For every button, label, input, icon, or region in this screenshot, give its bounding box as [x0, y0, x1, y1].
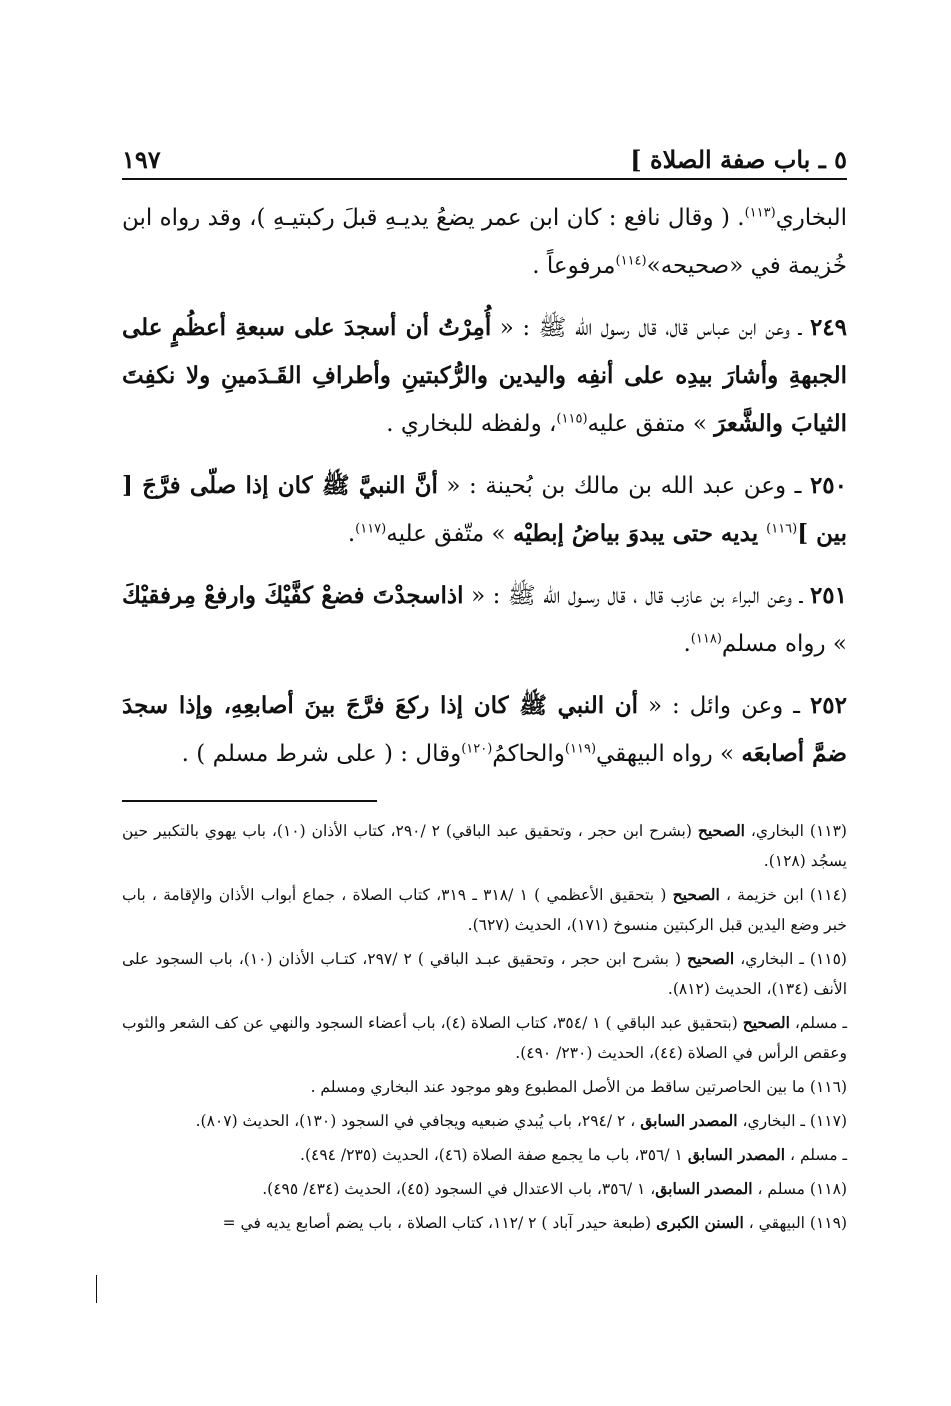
hadith-text: أنَّ النبيَّ ﷺ كان إذا صلّى فرَّجَ [ بين ]: [122, 472, 847, 547]
footnote-text: (١١٥) ـ البخاري،: [734, 950, 847, 968]
footnote-text: (بتحقيق عبد الباقي ) ١ /٣٥٤، كتاب الصلاة (٤)، باب أعضاء السجود والنهي عن كف الشعر والثوب وعقص الرأس في الصلاة (٤٤)، الحديث (٢٣٠/ ٤٩٠).: [122, 1014, 847, 1062]
source-title: السنن الكبرى: [656, 1213, 744, 1232]
footnote-text: ، ١ /٣٥٦، باب الاعتدال في السجود (٤٥)، الحديث (٤٣٤/ ٤٩٥).: [262, 1180, 656, 1198]
footnote-115: [122, 944, 847, 1004]
footnote-text: (طبعة حيدر آباد ) ٢ /١١٢، كتاب الصلاة ، باب يضم أصابع يديه في =: [222, 1214, 657, 1232]
hadith-249: [122, 304, 847, 448]
hadith-text-continued: يديه حتى يبدوَ بياضُ إبطيْه: [512, 520, 767, 547]
footnotes: [122, 816, 847, 1238]
hadith-text: اذاسجدْتَ فضعْ كفَّيْكَ وارفعْ مِرفقيْكَ: [122, 582, 464, 609]
footnote-text: ـ مسلم،: [789, 1014, 847, 1032]
page-number: ١٩٧: [122, 145, 161, 174]
footnote-text: (١١٨) مسلم ،: [752, 1180, 847, 1198]
paragraph-continuation: [122, 194, 847, 290]
hadith-250: [122, 462, 847, 558]
source-title: الصحيح: [742, 1013, 790, 1032]
margin-bracket-mark: [96, 1275, 105, 1303]
main-text: [122, 194, 847, 778]
page-header: [122, 128, 847, 180]
text-segment: . ( وقال نافع : كان ابن عمر يضعُ يديـهِ قبلَ ركبتيـهِ )، وقد رواه ابن خُزيمة في «صحيحه»: [122, 205, 847, 279]
footnote-ref: (١١٦): [766, 521, 798, 537]
hadith-number: ٢٥١: [809, 582, 847, 609]
footnote-text: (١١٣) البخاري،: [744, 822, 847, 840]
source-title: المصدر السابق: [655, 1179, 753, 1198]
text-segment: .: [347, 521, 356, 547]
footnote-117-muslim: [122, 1140, 847, 1170]
book-page: [122, 128, 847, 1242]
text-segment: مرفوعاً .: [532, 253, 616, 279]
source-title: المصدر السابق: [687, 1145, 786, 1164]
text-segment: وقال : ( على شرط مسلم ) .: [181, 741, 462, 767]
footnote-ref: (١١٣): [744, 205, 776, 221]
footnote-114: [122, 880, 847, 940]
text-segment: والحاكمُ: [492, 741, 565, 767]
hadith-text: أُمِرْتُ أن أسجدَ على سبعةِ أعظُمٍ على الجبهةِ وأشارَ بيدِه على أنفِه واليدين والرُّكبتينِ وأطرافِ القَـدَمينِ ولا نكفِتَ الثيابَ والشَّعرَ: [122, 314, 847, 437]
hadith-source: » رواه مسلم: [721, 631, 847, 657]
footnote-ref: (١١٩): [564, 741, 597, 757]
hadith-number: ٢٤٩: [809, 314, 847, 341]
hadith-number: ٢٥٢: [809, 692, 847, 719]
footnote-text: ١ /٣٥٦، باب ما يجمع صفة الصلاة (٤٦)، الحديث (٢٣٥/ ٤٩٤).: [300, 1146, 688, 1164]
footnote-119: [122, 1208, 847, 1238]
hadith-text: أن النبي ﷺ كان إذا ركعَ فرَّجَ بينَ أصابعِهِ، وإذا سجدَ ضمَّ أصابعَه: [122, 692, 847, 767]
source-title: المصدر السابق: [640, 1111, 738, 1130]
footnote-117: [122, 1106, 847, 1136]
footnote-116: [122, 1072, 847, 1102]
hadith-intro: ـ وعن عبد الله بن مالك بن بُحينة : «: [437, 473, 810, 499]
hadith-intro: ـ وعن البراء بن عازب قال ، قال رسـول الله ﷺ : «: [463, 583, 810, 609]
footnote-ref: (١١٥): [556, 411, 588, 427]
text-segment: .: [683, 631, 691, 657]
hadith-252: [122, 682, 847, 778]
footnote-118: [122, 1174, 847, 1204]
text-segment: ، ولفظه للبخاري .: [386, 411, 557, 437]
footnote-ref: (١١٤): [615, 253, 647, 269]
footnote-text: (١١٩) البيهقي ،: [743, 1214, 847, 1232]
footnote-text: (١١٤) ابن خزيمة ،: [719, 886, 847, 904]
footnote-ref: (١١٧): [355, 521, 387, 537]
footnote-separator: [122, 800, 377, 802]
hadith-source: » متفق عليه: [587, 411, 715, 437]
hadith-source: » رواه البيهقي: [596, 741, 742, 767]
footnote-text: (بشرح ابن حجر ، وتحقيق عبد الباقي) ٢ /٢٩٠، كتاب الأذان (١٠)، باب يهوي بالتكبير حين يسجُد (١٢٨).: [122, 822, 847, 870]
footnote-text: ( بتحقيق الأعظمي ) ١ /٣١٨ ـ ٣١٩، كتاب الصلاة ، جماع أبواب الأذان والإقامة ، باب خبر وضع اليدين قبل الركبتين منسوخ (١٧١)، الحديث (٦٢٧).: [122, 886, 847, 934]
footnote-text: ـ مسلم ،: [785, 1146, 847, 1164]
footnote-text: (١١٧) ـ البخاري،: [737, 1112, 847, 1130]
footnote-115-muslim: [122, 1008, 847, 1068]
footnote-text: (١١٦) ما بين الحاصرتين ساقط من الأصل المطبوع وهو موجود عند البخاري ومسلم .: [310, 1078, 847, 1096]
hadith-intro: ـ وعن ابن عباس قال، قال رسول الله ﷺ : «: [491, 315, 810, 341]
footnote-ref: (١١٨): [690, 631, 722, 647]
footnote-text: ( بشرح ابن حجر ، وتحقيق عبـد الباقي ) ٢ /٢٩٧، كتـاب الأذان (١٠)، باب السجود على الأنف (١٣٤)، الحديث (٨١٢).: [122, 950, 847, 998]
source-title: الصحيح: [697, 821, 745, 840]
source-title: الصحيح: [687, 949, 735, 968]
hadith-251: [122, 572, 847, 668]
chapter-title: ٥ ـ باب صفة الصلاة ]: [630, 145, 847, 174]
hadith-source: » متّفق عليه: [386, 521, 513, 547]
hadith-intro: ـ وعن وائل : «: [638, 693, 810, 719]
footnote-text: ، ٢ /٢٩٤، باب يُبدي ضبعيه ويجافي في السجود (١٣٠)، الحديث (٨٠٧).: [195, 1112, 641, 1130]
source-title: الصحيح: [672, 885, 720, 904]
text-segment: البخاري: [775, 205, 847, 231]
footnote-ref: (١٢٠): [461, 741, 493, 757]
hadith-number: ٢٥٠: [809, 472, 847, 499]
footnote-113: [122, 816, 847, 876]
